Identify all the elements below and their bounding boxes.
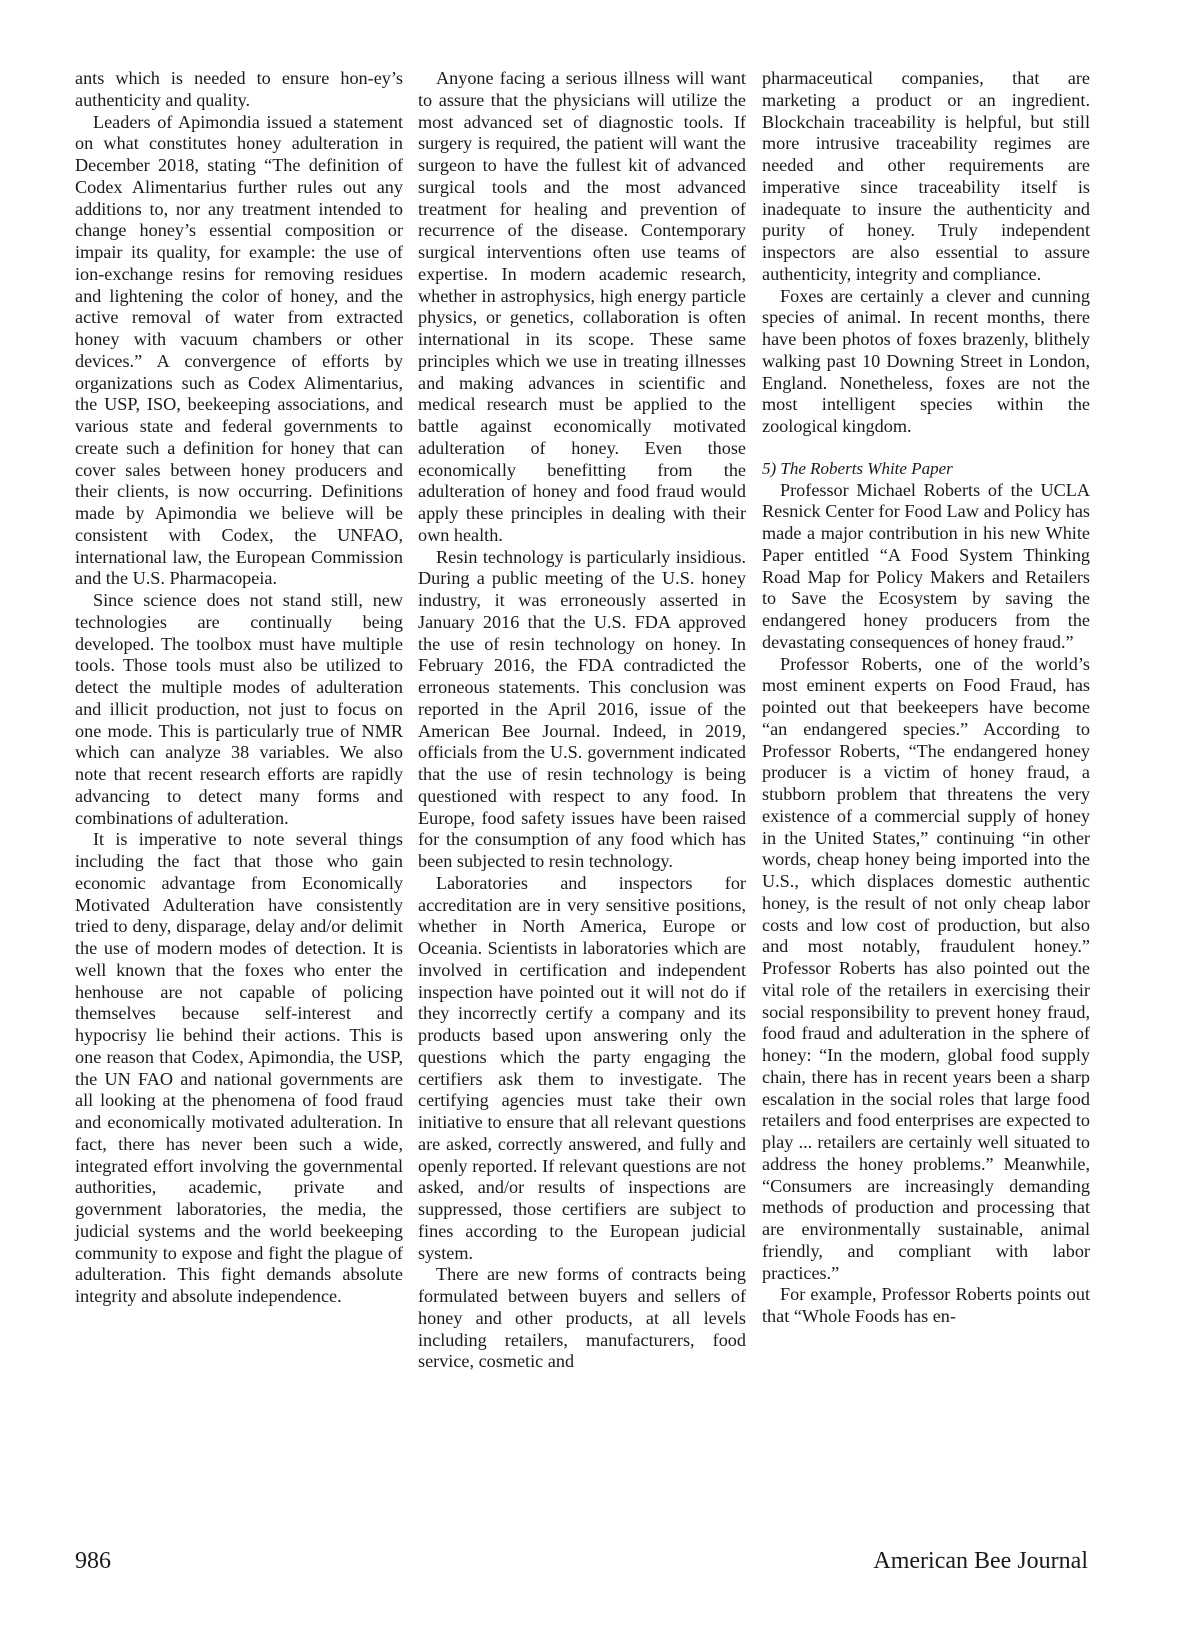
paragraph: Since science does not stand still, new technologies are continually being developed. The toolbox must have multiple tools. Those tools must also be utilized to detect the multiple modes of adulteration and illicit production, not just to focus on one mode. This is particularly true of NMR which can analyze 38 variables. We also note that recent research efforts are rapidly advancing to detect many forms and combinations of adulteration.: [75, 590, 403, 828]
paragraph: There are new forms of contracts being formulated between buyers and sellers of honey and other products, at all levels including retailers, manufacturers, food service, cosmetic and: [418, 1264, 746, 1372]
paragraph: Laboratories and inspectors for accreditation are in very sensitive positions, whether in North America, Europe or Oceania. Scientists in laboratories which are involved in certification and independent inspection have pointed out it will not do if they incorrectly certify a company and its products based upon answering only the questions which the party engaging the certifiers ask them to investigate. The certifying agencies must take their own initiative to ensure that all relevant questions are asked, correctly answered, and fully and openly reported. If relevant questions are not asked, and/or results of inspections are suppressed, those certifiers are subject to fines according to the European judicial system.: [418, 872, 746, 1263]
page-number: 986: [75, 1548, 111, 1574]
paragraph: Professor Roberts, one of the world’s most eminent experts on Food Fraud, has pointed out that beekeepers have become “an endangered species.” According to Professor Roberts, “The endangered honey producer is a victim of honey fraud, a stubborn problem that threatens the very existence of a commercial supply of honey in the United States,” continuing “in other words, cheap honey being imported into the U.S., which displaces domestic authentic honey, is the result of not only cheap labor costs and low cost of production, but also and most notably, fraudulent honey.” Professor Roberts has also pointed out the vital role of the retailers in exercising their social responsibility to prevent honey fraud, food fraud and adulteration in the sphere of honey: “In the modern, global food supply chain, there has in recent years been a sharp escalation in the social roles that large food retailers and food enterprises are expected to play ... retailers are certainly well situated to address the honey problems.” Meanwhile, “Consumers are increasingly demanding methods of production and processing that are environmentally sustainable, animal friendly, and compliant with labor practices.”: [762, 653, 1090, 1283]
paragraph: Foxes are certainly a clever and cunning species of animal. In recent months, there have been photos of foxes brazenly, blithely walking past 10 Downing Street in London, England. Nonetheless, foxes are not the most intelligent species within the zoological kingdom.: [762, 285, 1090, 436]
paragraph: For example, Professor Roberts points out that “Whole Foods has en-: [762, 1284, 1090, 1326]
paragraph: Leaders of Apimondia issued a statement on what constitutes honey adulteration in December 2018, stating “The definition of Codex Alimentarius further rules out any additions to, nor any treatment intended to change honey’s essential composition or impair its quality, for example: the use of ion-exchange resins for removing residues and lightening the color of honey, and the active removal of water from extracted honey with vacuum chambers or other devices.” A convergence of efforts by organizations such as Codex Alimentarius, the USP, ISO, beekeeping associations, and various state and federal governments to create such a definition for honey that can cover sales between honey producers and their clients, is now occurring. Definitions made by Apimondia we believe will be consistent with Codex, the UNFAO, international law, the European Commission and the U.S. Pharmacopeia.: [75, 111, 403, 589]
journal-name: American Bee Journal: [873, 1548, 1088, 1574]
paragraph: It is imperative to note several things including the fact that those who gain economic advantage from Economically Motivated Adulteration have consistently tried to deny, disparage, delay and/or delimit the use of modern modes of detection. It is well known that the foxes who enter the henhouse are not capable of policing themselves because self-interest and hypocrisy lie behind their actions. This is one reason that Codex, Apimondia, the USP, the UN FAO and national governments are all looking at the phenomena of food fraud and economically motivated adulteration. In fact, there has never been such a wide, integrated effort involving the governmental authorities, academic, private and government laboratories, the media, the judicial systems and the world beekeeping community to expose and fight the plague of adulteration. This fight demands absolute integrity and absolute independence.: [75, 829, 403, 1306]
paragraph: ants which is needed to ensure hon-ey’s authenticity and quality.: [75, 68, 403, 110]
paragraph: Resin technology is particularly insidious. During a public meeting of the U.S. honey industry, it was erroneously asserted in January 2016 that the U.S. FDA approved the use of resin technology on honey. In February 2016, the FDA contradicted the erroneous statements. This conclusion was reported in the April 2016, issue of the American Bee Journal. Indeed, in 2019, officials from the U.S. government indicated that the use of resin technology is being questioned with respect to any food. In Europe, food safety issues have been raised for the consumption of any food which has been subjected to resin technology.: [418, 546, 746, 871]
text-column-left: [75, 68, 403, 1308]
section-heading: 5) The Roberts White Paper: [762, 458, 953, 478]
text-column-right: [762, 68, 1090, 1328]
text-column-middle: [418, 68, 746, 1373]
paragraph: pharmaceutical companies, that are marketing a product or an ingredient. Blockchain traceability is helpful, but still more intrusive traceability regimes are needed and other requirements are imperative since traceability itself is inadequate to insure the authenticity and purity of honey. Truly independent inspectors are also essential to assure authenticity, integrity and compliance.: [762, 68, 1090, 284]
paragraph: Anyone facing a serious illness will want to assure that the physicians will utilize the most advanced set of diagnostic tools. If surgery is required, the patient will want the surgeon to have the fullest kit of advanced surgical tools and the most advanced treatment for healing and prevention of recurrence of the disease. Contemporary surgical interventions often use teams of expertise. In modern academic research, whether in astrophysics, high energy particle physics, or genetics, collaboration is often international in its scope. These same principles which we use in treating illnesses and making advances in scientific and medical research must be applied to the battle against economically motivated adulteration of honey. Even those economically benefitting from the adulteration of honey and food fraud would apply these principles in dealing with their own health.: [418, 68, 746, 545]
paragraph: Professor Michael Roberts of the UCLA Resnick Center for Food Law and Policy has made a major contribution in his new White Paper entitled “A Food System Thinking Road Map for Policy Makers and Retailers to Save the Ecosystem by saving the endangered honey producers from the devastating consequences of honey fraud.”: [762, 479, 1090, 652]
